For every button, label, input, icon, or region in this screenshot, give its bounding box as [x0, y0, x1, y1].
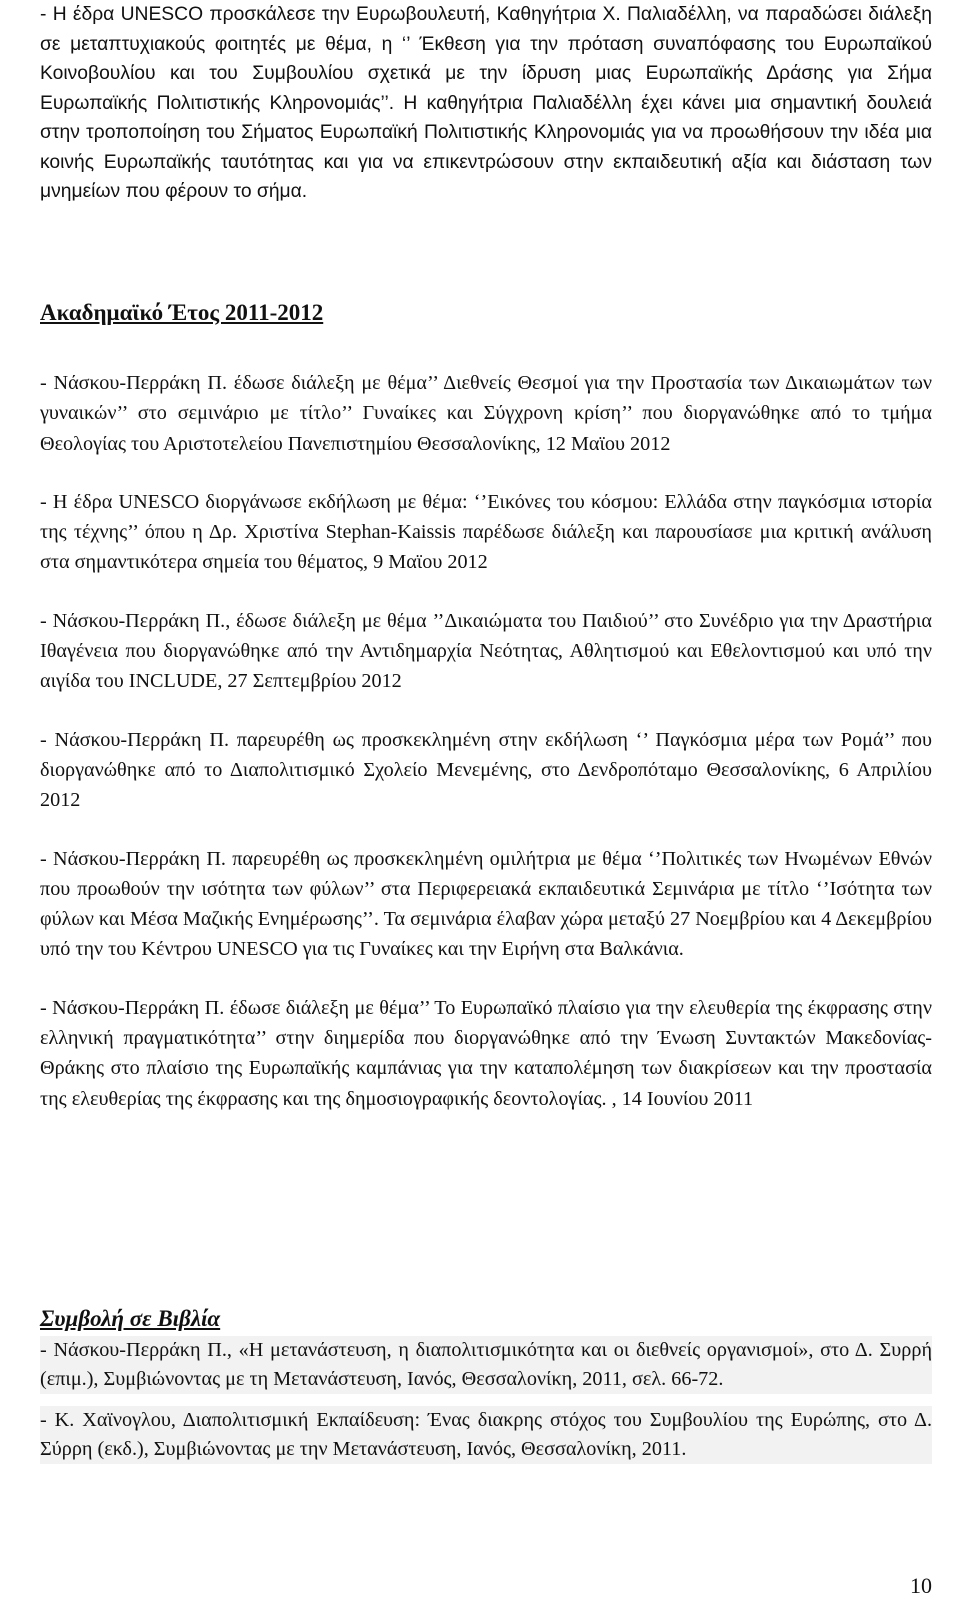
list-dash: - [40, 996, 47, 1019]
page-number: 10 [910, 1573, 932, 1598]
list-dash: - [40, 728, 47, 751]
book-item: - Κ. Χαϊνογλου, Διαπολιτισμική Εκπαίδευση: Ένας διακρης στόχος του Συμβουλίου της Ευρώπης, στο Δ. Σύρρη (εκδ.), Συμβιώνοντας με την Μετανάστευση, Ιανός, Θεσσαλονίκη, 2011. [40, 1406, 932, 1464]
list-item [40, 844, 932, 965]
books-heading: Συμβολή σε Βιβλία [40, 1306, 221, 1331]
list-dash: - [40, 490, 47, 513]
intro-paragraph: - Η έδρα UNESCO προσκάλεσε την Ευρωβουλευτή, Καθηγήτρια Χ. Παλιαδέλλη, να παραδώσει διάλεξη σε μεταπτυχιακούς φοιτητές με θέμα, η ‘’ Έκθεση για την πρόταση συναπόφασης του Ευρωπαϊκού Κοινοβουλίου και του Συμβουλίου σχετικά με την ίδρυση μιας Ευρωπαϊκής Δράσης για Σήμα Ευρωπαϊκής Πολιτιστικής Κληρονομιάς’’. Η καθηγήτρια Παλιαδέλλη έχει κάνει μια σημαντική δουλειά στην τροποποίηση του Σήματος Ευρωπαϊκή Πολιτιστικής Κληρονομιάς για να προωθήσουν την ιδέα μια κοινής Ευρωπαϊκής ταυτότητας και για να επικεντρώσουν στην εκπαιδευτική αξία και διάσταση των μνημείων που φέρουν το σήμα. [40, 4, 932, 202]
book-item: - Νάσκου-Περράκη Π., «Η μετανάστευση, η διαπολιτισμικότητα και οι διεθνείς οργανισμοί», στο Δ. Συρρή (επιμ.), Συμβιώνοντας με τη Μετανάστευση, Ιανός, Θεσσαλονίκη, 2011, σελ. 66-72. [40, 1336, 932, 1394]
section-heading: Ακαδημαϊκό Έτος 2011-2012 [40, 300, 324, 325]
list-item [40, 725, 932, 816]
list-item-text: Η έδρα UNESCO διοργάνωσε εκδήλωση με θέμα: ‘’Εικόνες του κόσμου: Ελλάδα στην παγκόσμια ιστορία της τέχνης’’ όπου η Δρ. Χριστίνα Stephan-Kaissis παρέδωσε διάλεξη και παρουσίασε μια κριτική ανάλυση στα σημαντικότερα σημεία του θέματος, 9 Μαϊου 2012 [40, 490, 932, 574]
list-item-text: Νάσκου-Περράκη Π. παρευρέθη ως προσκεκλημένη ομιλήτρια με θέμα ‘’Πολιτικές των Ηνωμένων Εθνών που προωθούν την ισότητα των φύλων’’ στα Περιφερειακά εκπαιδευτικά Σεμινάρια με τίτλο ‘’Ισότητα των φύλων και Μέσα Μαζικής Ενημέρωσης’’. Τα σεμινάρια έλαβαν χώρα μεταξύ 27 Νοεμβρίου και 4 Δεκεμβρίου υπό την του Κέντρου UNESCO για τις Γυναίκες και την Ειρήνη στα Βαλκάνια. [40, 847, 932, 961]
list-item-text: Νάσκου-Περράκη Π. παρευρέθη ως προσκεκλημένη στην εκδήλωση ‘’ Παγκόσμια μέρα των Ρομά’’ που διοργανώθηκε από το Διαπολιτισμικό Σχολείο Μενεμένης, στο Δενδροπόταμο Θεσσαλονίκης, 6 Απριλίου 2012 [40, 728, 932, 812]
list-item-text: Νάσκου-Περράκη Π. έδωσε διάλεξη με θέμα’’ Το Ευρωπαϊκό πλαίσιο για την ελευθερία της έκφρασης στην ελληνική πραγματικότητα’’ στην διημερίδα που διοργανώθηκε από την Ένωση Συντακτών Μακεδονίας- Θράκης στο πλαίσιο της Ευρωπαϊκής καμπάνιας για την καταπολέμηση των διακρίσεων και την προστασία της ελευθερίας της έκφρασης και της δημοσιογραφικής δεοντολογίας. , 14 Ιουνίου 2011 [40, 996, 932, 1110]
list-dash: - [40, 372, 47, 394]
list-item [40, 368, 932, 459]
book-list [40, 1336, 932, 1464]
list-dash: - [40, 609, 47, 632]
list-item [40, 993, 932, 1114]
entry-list [40, 368, 932, 1114]
list-item [40, 606, 932, 697]
list-item [40, 487, 932, 578]
list-item-text: Νάσκου-Περράκη Π., έδωσε διάλεξη με θέμα ’’Δικαιώματα του Παιδιού’’ στο Συνέδριο για την Δραστήρια Ιθαγένεια που διοργανώθηκε από την Αντιδημαρχία Νεότητας, Αθλητισμού και Εθελοντισμού και υπό την αιγίδα του INCLUDE, 27 Σεπτεμβρίου 2012 [40, 609, 932, 693]
list-dash: - [40, 847, 47, 870]
list-item-text: Νάσκου-Περράκη Π. έδωσε διάλεξη με θέμα’’ Διεθνείς Θεσμοί για την Προστασία των Δικαιωμάτων των γυναικών’’ στο σεμινάριο με τίτλο’’ Γυναίκες και Σύγχρονη κρίση’’ που διοργανώθηκε από το τμήμα Θεολογίας του Αριστοτελείου Πανεπιστημίου Θεσσαλονίκης, 12 Μαϊου 2012 [40, 372, 932, 455]
